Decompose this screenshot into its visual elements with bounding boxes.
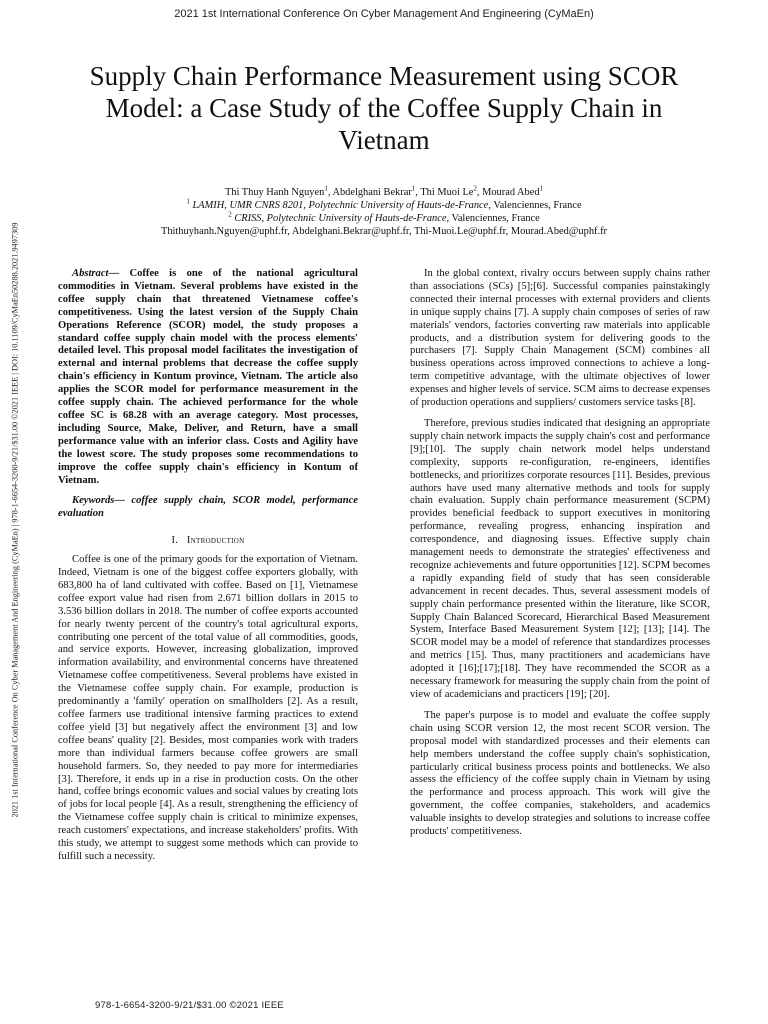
section-number: I. — [171, 535, 179, 547]
footer-isbn: 978-1-6654-3200-9/21/$31.00 ©2021 IEEE — [95, 1000, 284, 1011]
keywords — [58, 495, 358, 521]
right-paragraph-2: Therefore, previous studies indicated that designing an appropriate supply chain network impacts the supply chain's cost and performance [9];[10]. The supply chain network model helps understand complexity, supports re-configuration, re-engineers, identifies bottlenecks, and prioritizes corporate resources [11]. Besides, previous authors have used many alternative methods and tools for supply chain evaluation. Supply chain performance measurement (SCPM) provides beneficial feedback to support executives in monitoring performance, revealing progress, enhancing inspiration and correspondence, and diagnosing issues. Effective supply chain management needs to demonstrate the strategies' effectiveness and recognize achievements and future opportunities [12]. SCPM becomes a rapidly expanding field of study that has seen considerable advancement in recent decades. Thus, several assessment models of supply chain performance presented within the literature, like SCOR, Supply Chain Balanced Scorecard, Hierarchical Based Measurement System, Interface Based Measurement System [12]; [13]; [14]. The SCOR model may be a model of reference that standardizes processes and metrics [15]. Thus, many practitioners and academicians have adopted it [16];[17];[18]. They have recommended the SCOR as a necessary framework for measuring the supply chain from the point of view of academicians and practicers [19]; [20]. — [410, 417, 710, 700]
abstract — [58, 268, 358, 487]
intro-paragraph-1: Coffee is one of the primary goods for the exportation of Vietnam. Indeed, Vietnam is one of the biggest coffee exporters globally, with 683,800 ha of land cultivated with coffee. Based on [1], Vietnamese coffee export value had risen from 2.671 billion dollars in 2015 to 3.536 billion dollars in 2018. The number of coffee exports accounted for nearly twenty percent of the country's total agricultural exports, contributing one percent of the total value of all commodities, goods, and service exports. However, increasing globalization, improved information availability, and environmental concerns have threatened Vietnamese coffee competitiveness. Several problems have existed in the Vietnamese coffee supply chain. For example, production is predominantly a 'family' operation on smallholders [2]. As a result, coffee farmers use traditional intensive farming practices to extend coffee yield [3] but negatively affect the environment [3] and low coffee beans' quality [2]. Besides, most companies work with traders more than individual farmers because coffee growers are small household farmers. So, they needed to pay more for intermediaries [3]. Therefore, it ends up in a rise in production costs. On the other hand, coffee brings economic values and social values by creating lots of jobs for local people [4]. As a result, strengthening the efficiency of the Vietnamese coffee supply chain is critical to minimize expenses, reach customers' expectations, and increase stakeholders' profits. With this study, we attempt to suggest some methods which can provide to fulfill such a necessity. — [58, 554, 358, 862]
affiliation-2-institution: CRISS, Polytechnic University of Hauts-de-France, — [234, 213, 450, 224]
right-paragraph-1: In the global context, rivalry occurs between supply chains rather than associations (SCs) [5];[6]. Successful companies painstakingly connected their internal processes with external providers and clients in unique supply chains [7]. A supply chain composes of series of raw materials' vendors, factories converting raw materials into applicable products, and a distribution system for delivering goods to the purchasers [7]. Supply Chain Management (SCM) combines all business operations across improved connections to achieve a long-term competitive advantage, with the ultimate objectives of lower expenses and higher levels of service. SCM aims to decrease expenses of production operations and suppliers/ customers service tasks [8]. — [410, 268, 710, 409]
abstract-body: Coffee is one of the national agricultural commodities in Vietnam. Several problems have existed in the coffee supply chain that threatened Vietnamese coffee's competitiveness. Using the latest version of the Supply Chain Operations Reference (SCOR) model, the study proposes a standard coffee supply chain model with the process elements' detailed level. This proposal model facilitates the investigation of external and internal problems that decrease the coffee supply chain's efficiency in Kontum province, Vietnam. The article also applies the SCOR model for performance measurement in the coffee supply chain. The achieved performance for the whole coffee SC is 68.28 with an average category. Most processes, including Source, Make, Deliver, and Return, have a small performance value with an inferior class. Costs and Agility have the lowest score. The study proposes some recommendations to improve the coffee supply chain's efficiency in Kontum of Vietnam. — [58, 268, 358, 486]
author-3: Thi Muoi Le — [420, 187, 474, 198]
affiliation-1 — [60, 199, 708, 212]
abstract-dash: — — [108, 268, 130, 279]
conference-header: 2021 1st International Conference On Cyber Management And Engineering (CyMaEn) — [174, 8, 594, 20]
author-emails: Thithuyhanh.Nguyen@uphf.fr, Abdelghani.Bekrar@uphf.fr, Thi-Muoi.Le@uphf.fr, Mourad.Abed@uphf.fr — [160, 226, 607, 237]
affiliation-1-institution: LAMIH, UMR CNRS 8201, Polytechnic University of Hauts-de-France, — [192, 200, 491, 211]
author-4: Mourad Abed — [482, 187, 540, 198]
author-2: Abdelghani Bekrar — [332, 187, 412, 198]
right-paragraph-3: The paper's purpose is to model and evaluate the coffee supply chain using SCOR version 12, the most recent SCOR version. The proposal model with standardized processes and their elements can help members understand the coffee supply chain's sophistication, particularly critical business process points and bottlenecks. We also assess the efficiency of the coffee supply chain in Vietnam by using the performance and process approach. This work will give the government, the coffee companies, stakeholders, and academics valuable insights to develop strategies and solutions to increase coffee products' competitiveness. — [410, 709, 710, 838]
section-heading-introduction — [58, 535, 358, 548]
author-3-sup: 2 — [473, 184, 477, 193]
affiliation-2 — [60, 212, 708, 225]
author-2-sup: 1 — [411, 184, 416, 193]
author-names: Thi Thuy Hanh Nguyen$^1$, Abdelghani Bekrar$^1$, Thi Muoi Le$^2$, Mourad Abed$^1$ — [224, 184, 544, 198]
affiliation-2-location: Valenciennes, France — [451, 213, 540, 224]
keywords-label: Keywords — [72, 495, 115, 507]
paper-title: Supply Chain Performance Measurement using SCOR Model: a Case Study of the Coffee Supply Chain in Vietnam — [89, 61, 679, 155]
affiliation-2-sup: 2 — [228, 210, 232, 219]
author-1-sup: 1 — [324, 184, 328, 193]
left-column — [58, 268, 358, 864]
side-doi-text: 2021 1st International Conference On Cyber Management And Engineering (CyMaEn) | 978-1-6654-3200-9/21/$31.00 ©2021 IEEE | DOI: 10.1109/CyMaEn50288.2021.9497309 — [10, 222, 20, 818]
right-column — [410, 268, 710, 839]
abstract-label: Abstract — [72, 268, 109, 279]
affiliation-1-location: Valenciennes, France — [493, 200, 582, 211]
author-4-sup: 1 — [539, 184, 544, 193]
keywords-body: — coffee supply chain, SCOR model, performance evaluation — [58, 495, 358, 520]
author-block — [60, 186, 708, 238]
side-doi-strip — [8, 160, 22, 880]
section-title: Introduction — [186, 535, 245, 547]
affiliation-1-sup: 1 — [186, 197, 190, 206]
author-1: Thi Thuy Hanh Nguyen — [224, 187, 325, 198]
